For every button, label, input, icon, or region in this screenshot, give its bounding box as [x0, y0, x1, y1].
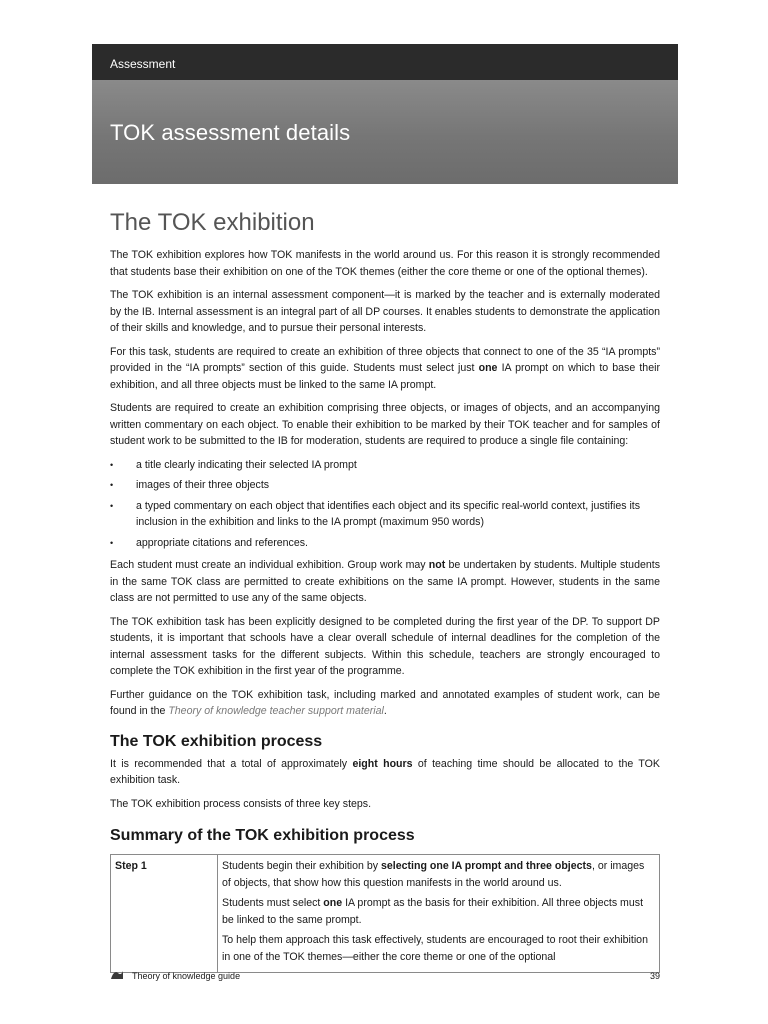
text-span: Each student must create an individual exhibition. Group work may — [110, 559, 429, 571]
bold-text: selecting one IA prompt and three objects — [381, 860, 592, 872]
page-footer — [110, 968, 660, 988]
section-heading: The TOK exhibition — [110, 209, 315, 236]
summary-table — [110, 854, 660, 973]
text-span: It is recommended that a total of approximately — [110, 757, 353, 770]
text-span: Further guidance on the TOK exhibition task, including marked and annotated examples of student work, can be found in the — [110, 688, 660, 717]
section-bar — [92, 44, 678, 80]
text-span: For this task, students are required to create an exhibition of three objects that connect to one of the 35 “IA prompts” provided in the “IA prompts” section of this guide. Students must select just — [110, 345, 660, 374]
text-span: , or images of objects, that show how this question manifests in the world around us. — [222, 860, 645, 889]
summary-heading: Summary of the TOK exhibition process — [110, 827, 415, 844]
paragraph-individual — [110, 557, 660, 607]
paragraph-steps: The TOK exhibition process consists of three key steps. — [110, 797, 372, 810]
step-text: To help them approach this task effectively, students are encouraged to root their exhibition in one of the TOK themes—either the core theme or one of the optional — [222, 934, 648, 963]
step-description — [218, 855, 660, 973]
page-number: 39 — [649, 971, 660, 981]
paragraph-guidance — [110, 687, 660, 720]
text-span: IA prompt on which to base their exhibition, and all three objects must be linked to the same IA prompt. — [110, 362, 660, 391]
text-span: IA prompt as the basis for their exhibition. All three objects must be linked to the same prompt. — [222, 897, 644, 926]
paragraph-requirements: Students are required to create an exhibition comprising three objects, or images of objects, and an accompanying written commentary on each object. To enable their exhibition to be marked by their TOK teacher and for samples of student work to be submitted to the IB for moderation, students are required to produce a single file containing: — [110, 402, 660, 447]
process-heading: The TOK exhibition process — [110, 732, 323, 750]
paragraph-hours — [110, 756, 660, 789]
requirements-list — [110, 457, 660, 552]
text-span: Students begin their exhibition by — [222, 860, 382, 872]
bold-text: eight hours — [352, 757, 413, 770]
step-label: Step 1 — [111, 855, 218, 973]
text-span: Students must select — [222, 897, 324, 909]
paragraph-schedule: The TOK exhibition task has been explicitly designed to be completed during the first year of the DP. To support DP students, it is important that schools have a clear overall schedule of internal deadlines for the completion of the internal assessment tasks for the different subjects. Within this schedule, teachers are strongly encouraged to complete the TOK exhibition in the first year of the programme. — [110, 615, 660, 677]
text-span: . — [383, 705, 387, 717]
page-title: TOK assessment details — [110, 120, 351, 145]
list-item: • images of their three objects — [110, 477, 660, 494]
step-text — [222, 858, 655, 891]
text-span: be undertaken by students. Multiple students in the same TOK class are permitted to create exhibitions on the same IA prompt. However, students in the same class are not permitted to use any of the same objects. — [110, 559, 660, 604]
main-content — [110, 208, 660, 973]
bold-text: one — [323, 897, 343, 909]
list-item: • a typed commentary on each object that identifies each object and its specific real-world context, justifies its inclusion in the exhibition and links to the IA prompt (maximum 950 words) — [110, 498, 660, 531]
paragraph-intro: The TOK exhibition explores how TOK manifests in the world around us. For this reason it is strongly recommended that students base their exhibition on one of the TOK themes (either the core theme or one of the optional themes). — [110, 249, 660, 278]
guide-title: Theory of knowledge guide — [132, 971, 241, 981]
text-span: of teaching time should be allocated to the TOK exhibition task. — [110, 757, 660, 786]
list-item: • appropriate citations and references. — [110, 535, 660, 552]
bold-text: one — [478, 362, 498, 374]
paragraph-internal-assessment: The TOK exhibition is an internal assessment component—it is marked by the teacher and is externally moderated by the IB. Internal assessment is an integral part of all DP courses. It enables students to demonstrate the application of their skills and knowledge, and to pursue their personal interests. — [110, 289, 660, 334]
ib-logo-icon — [110, 970, 124, 980]
list-item: • a title clearly indicating their selected IA prompt — [110, 457, 660, 474]
section-label: Assessment — [110, 57, 176, 71]
title-band — [92, 80, 678, 184]
reference-link[interactable]: Theory of knowledge teacher support material — [168, 705, 384, 717]
paragraph-task — [110, 344, 660, 394]
step-text — [222, 895, 655, 928]
table-row — [111, 855, 660, 973]
bold-text: not — [428, 559, 446, 571]
